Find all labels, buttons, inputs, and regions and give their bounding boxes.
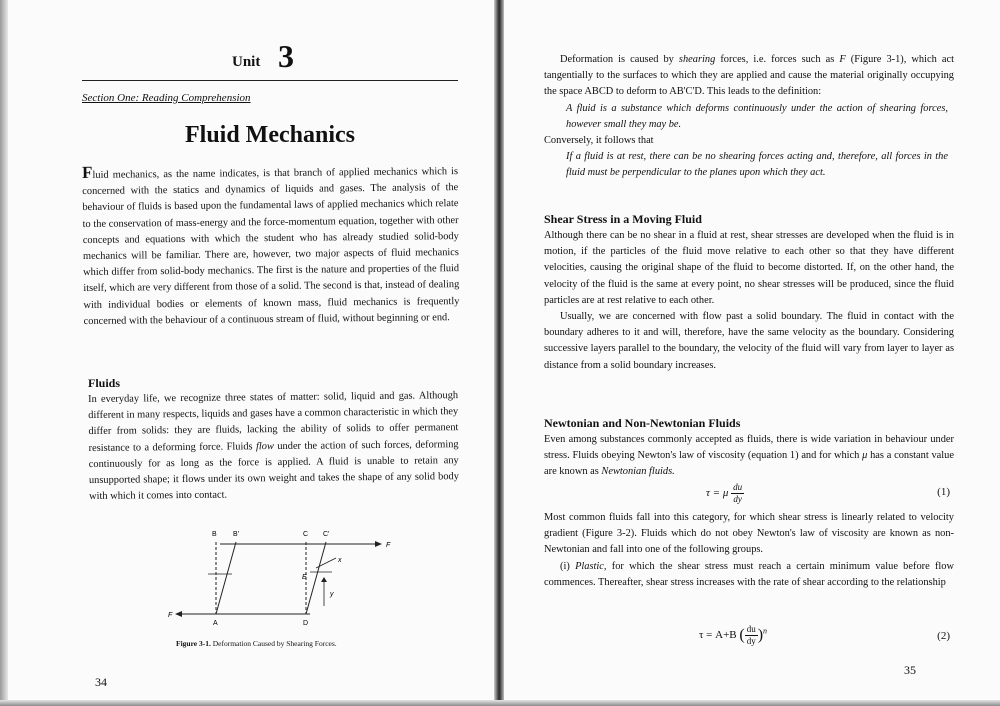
label-f-top: F: [386, 542, 391, 549]
force-symbol: F: [839, 54, 846, 65]
equation-1-number: (1): [937, 486, 950, 498]
shear-stress-section: [544, 228, 954, 374]
label-b-prime: B': [233, 531, 240, 538]
newtonian-paragraph: [544, 432, 954, 481]
fluids-text-1: In everyday life, we recognize three states of matter: solid, liquid and gas. Although different in many respects, liquids and gases have a common characteristic in which they differ from solids: they are fluids, lacking the ability of solids to offer permanent resistance to a deforming force. Fluids: [88, 390, 459, 454]
shearing-emphasis: shearing: [678, 54, 716, 65]
book-gutter: [494, 0, 504, 706]
plastic-text: for which the shear stress must reach a certain minimum value before flow commences. Thereafter, shear stress increases with the rate of shear according to the relationship: [544, 560, 954, 588]
label-e: E: [302, 574, 307, 581]
label-y: y: [330, 591, 334, 598]
label-c-prime: C': [323, 531, 330, 538]
eq1-denominator: dy: [733, 494, 742, 504]
unit-header: [82, 38, 458, 81]
equation-2-expression: [699, 624, 767, 647]
deformation-paragraph: [544, 52, 954, 101]
figure-deformation: [160, 524, 400, 634]
deformation-diagram: [160, 524, 400, 634]
fluids-heading: Fluids: [88, 376, 121, 390]
eq2-fraction: [745, 624, 758, 647]
definition-section: [544, 52, 954, 182]
newton-text-a: Even among substances commonly accepted as fluids, there is wide variation in behaviour under stress. Fluids obeying Newton's law of viscosity (equation 1) and for which: [544, 434, 954, 462]
eq1-numerator: du: [733, 482, 743, 492]
after-eq1-paragraph: Most common fluids fall into this category, for which shear stress is linearly related to velocity gradient (Figure 3-2). Fluids which do not obey Newton's law of viscosity are known as non-Newtonian and fall into one of the following groups.: [544, 512, 954, 556]
eq2-lhs: τ = A+B: [699, 629, 737, 642]
force-arrow-top: [375, 541, 382, 547]
unit-number: 3: [278, 38, 294, 74]
fluids-paragraph: [88, 388, 459, 505]
flow-emphasis: flow: [255, 440, 274, 452]
para1-text-c: (Figure 3-1), which act tangentially to the surfaces to which they are applied and cause the material originally occupying the space ABCD to deform to AB'C'D. This leads to the definition:: [544, 54, 954, 98]
figure-caption: [176, 639, 337, 648]
equation-2-number: (2): [937, 630, 950, 642]
plastic-paragraph: [544, 559, 954, 591]
eq2-numerator: du: [746, 624, 756, 634]
shear-stress-heading: Shear Stress in a Moving Fluid: [544, 212, 702, 226]
x-dimension: [316, 558, 336, 568]
para1-text-b: forces, i.e. forces such as: [715, 54, 840, 65]
fluids-text-2: under the action of such forces, deforming continuously for as long as the force is applied. A fluid is unable to retain any unsupported shape; it flows under its own weight and takes the shape of any solid body with which it comes into contact.: [88, 438, 459, 503]
edge-ab-prime: [216, 542, 236, 614]
eq2-exponent: n: [763, 626, 768, 636]
newtonian-section: [544, 432, 954, 481]
newtonian-term: Newtonian fluids.: [601, 466, 675, 478]
unit-label: Unit: [232, 54, 261, 70]
eq1-lhs: τ = μ: [706, 487, 729, 500]
newton-text-b: has a constant value are known as: [544, 450, 954, 478]
non-newtonian-section: [544, 510, 954, 591]
caption-text: Deformation Caused by Shearing Forces.: [210, 639, 337, 648]
page-edge-bottom: [0, 700, 1000, 706]
label-c: C: [303, 531, 309, 538]
caption-prefix: Figure 3-1.: [176, 639, 211, 648]
equation-1-expression: [706, 482, 744, 505]
left-page: [0, 0, 494, 706]
page-number-right: 35: [904, 663, 916, 677]
mu-symbol: μ: [862, 450, 868, 462]
edge-dc-prime: [306, 542, 326, 614]
eq2-paren-open: (: [739, 626, 745, 644]
rest-consequence: If a fluid is at rest, there can be no shearing forces acting and, therefore, all forces in the fluid must be perpendicular to the planes upon which they act.: [566, 151, 948, 179]
label-b: B: [212, 531, 217, 538]
conversely-line: Conversely, it follows that: [544, 135, 654, 147]
label-d: D: [303, 620, 309, 627]
y-arrow: [321, 577, 327, 582]
newtonian-heading: Newtonian and Non-Newtonian Fluids: [544, 416, 741, 430]
shear-paragraph-2: Usually, we are concerned with flow past a solid boundary. The fluid in contact with the boundary adheres to it and will, therefore, have the same velocity as the boundary. Considering successive layers parallel to the boundary, the velocity of the fluid will vary from layer to layer as distance from a solid boundary increases.: [544, 311, 954, 371]
fluid-definition: A fluid is a substance which deforms continuously under the action of shearing forces, however small they may be.: [566, 102, 948, 130]
eq1-fraction: [731, 482, 744, 505]
intro-paragraph: [82, 161, 460, 330]
label-a: A: [213, 620, 218, 627]
page-edge-left: [0, 0, 8, 706]
para1-text-a: Deformation is caused by: [560, 54, 679, 65]
intro-text: luid mechanics, as the name indicates, is that branch of applied mechanics which is concerned with the statics and dynamics of liquids and gases. The analysis of the behaviour of fluids is based upon the fundamental laws of applied mechanics which relate to the conservation of mass-energy and the force-momentum equation, together with other concepts and equations with which the student who has already studied solid-body mechanics will be familiar. There are, however, two major aspects of fluid mechanics which differ from solid-body mechanics. The first is the nature and properties of the fluid itself, which are very different from those of a solid. The second is that, instead of dealing with individual bodies or elements of known mass, fluid mechanics is frequently concerned with the behaviour of a continuous stream of fluid, without beginning or end.: [82, 166, 460, 327]
lesson-title: Fluid Mechanics: [184, 122, 355, 148]
label-x: x: [338, 557, 342, 564]
section-label: Section One: Reading Comprehension: [82, 92, 251, 104]
equation-2: [544, 622, 954, 652]
label-f-left: F: [168, 612, 173, 619]
force-arrow-left: [175, 611, 182, 617]
equation-1: [544, 480, 954, 508]
drop-cap: F: [81, 162, 93, 182]
shear-paragraph-1: Although there can be no shear in a fluid at rest, shear stresses are developed when the fluid is in motion, if the particles of the fluid move relative to each other so that they have different velocities, causing the original shape of the fluid to become distorted. If, on the other hand, the velocity of the fluid is the same at every point, no shear stresses will be produced, since the fluid particles are at rest relative to each other.: [544, 230, 954, 306]
page-number-left: 34: [95, 675, 107, 689]
eq2-paren-close: ): [757, 626, 764, 644]
eq2-denominator: dy: [746, 636, 756, 646]
right-page: [504, 0, 1000, 706]
plastic-marker: (i): [560, 560, 576, 572]
plastic-term: Plastic,: [575, 560, 607, 572]
